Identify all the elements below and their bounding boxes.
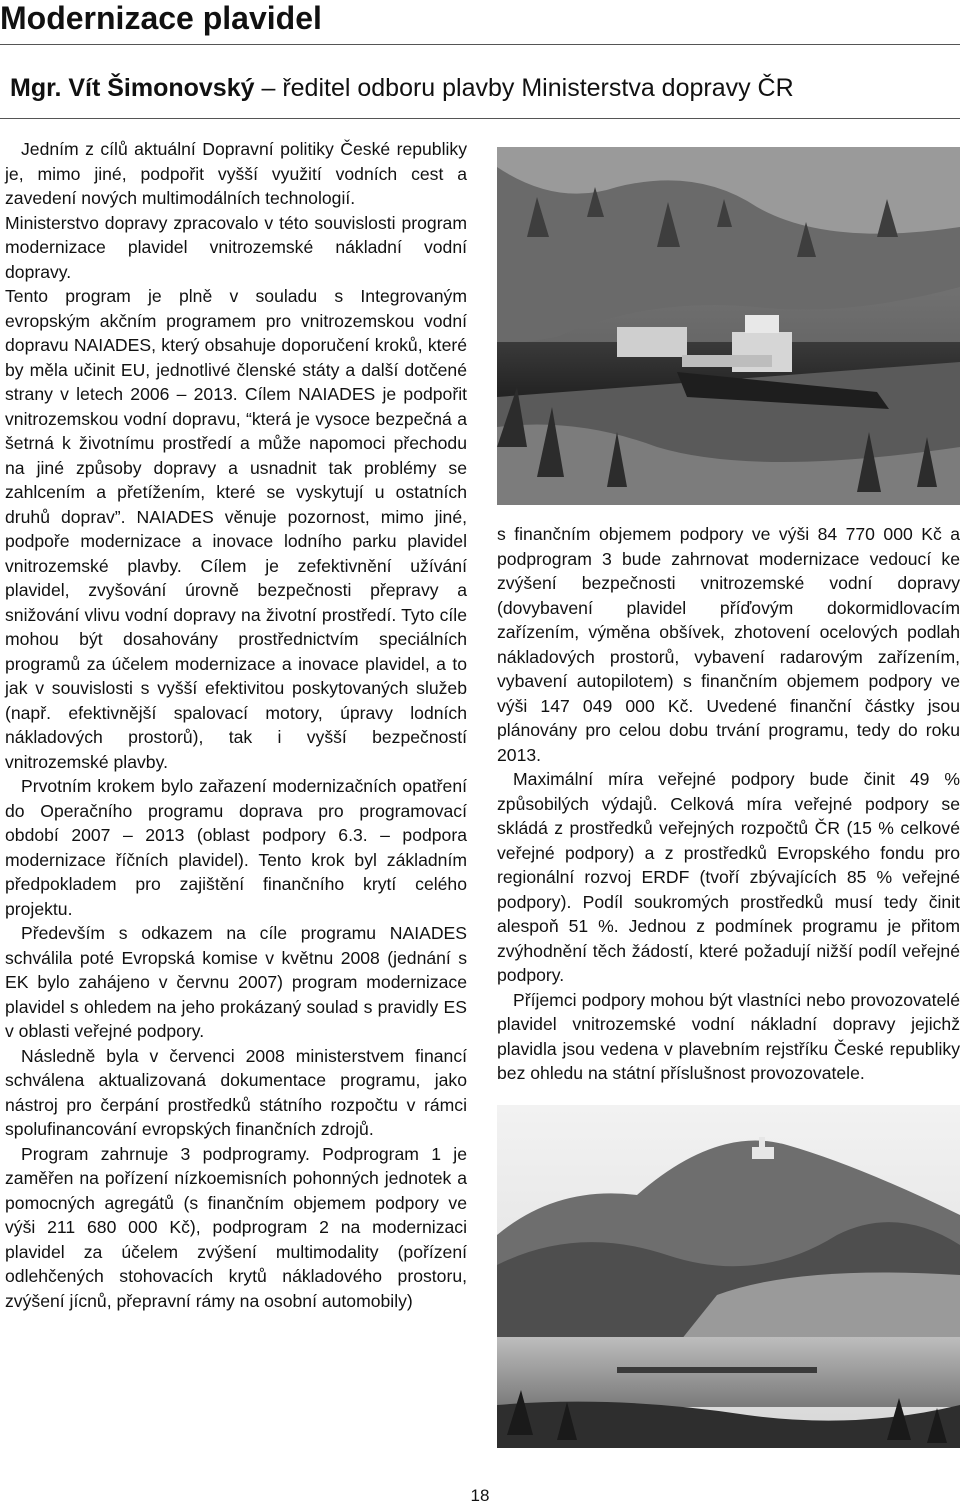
paragraph: Příjemci podpory mohou být vlastníci nebo provozovatelé plavidel vnitrozemské vodní nákladní dopravy jejichž plavidla jsou vedena v plavebním rejstříku České republiky bez ohledu na státní příslušnost provozovatele. [497,989,960,1083]
paragraph: Prvotním krokem bylo zařazení modernizačních opatření do Operačního programu doprava pro programovací období 2007 – 2013 (oblast podpory 6.3. – podpora modernizace říčních plavidel). Tento krok byl základním předpokladem pro zajištění finančního krytí celého projektu. [5,776,467,919]
photo-river-valley [497,1105,960,1448]
page-title: Modernizace plavidel [0,0,322,36]
paragraph: Následně byla v červenci 2008 ministerstvem financí schválena aktualizovaná dokumentace programu, jako nástroj pro čerpání prostředků státního rozpočtu v rámci spolufinancování evropských finančních zdrojů. [5,1045,467,1139]
paragraph: Jedním z cílů aktuální Dopravní politiky České republiky je, mimo jiné, podpořit vyšší využití vodních cest a zavedení nových multimodálních technologií. [5,139,467,208]
paragraph: Tento program je plně v souladu s Integrovaným evropským akčním programem pro vnitrozemskou vodní dopravu NAIADES, který obsahuje doporučení kroků, které by měla učinit EU, jednotlivé členské státy a další dotčené strany v letech 2006 – 2013. Cílem NAIADES je podpořit vnitrozemskou vodní dopravu, “která je vysoce bezpečná a šetrná k životnímu prostředí a může napomoci přechodu na jiné způsoby dopravy a usnadnit tak problémy se zahlcením a přetížením, které se vyskytují u ostatních druhů doprav”. NAIADES věnuje pozornost, mimo jiné, podpoře modernizace a inovace lodního parku plavidel vnitrozemské plavby. Cílem je zefektivnění užívání plavidel, zvyšování úrovně bezpečnosti přepravy a snižování vlivu vodní dopravy na životní prostředí. Tyto cíle mohou být dosahovány prostřednictvím speciálních programů za účelem modernizace a inovace plavidel, a to jak v souvislosti s vyšší efektivitou poskytovaných služeb (např. efektivnější spalovací motory, úpravy lodních nákladových prostorů), tak i vyšší bezpečností vnitrozemské plavby. [5,286,467,772]
paragraph: Ministerstvo dopravy zpracovalo v této souvislosti program modernizace plavidel vnitrozemské nákladní vodní dopravy. [5,212,467,282]
left-column [5,137,467,1313]
photo-boat-river [497,147,960,505]
paragraph: Program zahrnuje 3 podprogramy. Podprogram 1 je zaměřen na pořízení nízkoemisních pohonných jednotek a pomocných agregátů (s finančním objemem podpory ve výši 211 680 000 Kč), podprogram 2 na modernizaci plavidel za účelem zvýšení multimodality (pořízení odlehčených stohovacích krytů nákladového prostoru, zvýšení jícnů, přepravní rámy na osobní automobily) [5,1143,467,1311]
page-number: 18 [470,1486,490,1505]
author-role: – ředitel odboru plavby Ministerstva dopravy ČR [261,74,794,102]
right-column [497,522,960,1086]
paragraph: s finančním objemem podpory ve výši 84 770 000 Kč a podprogram 3 bude zahrnovat modernizace vedoucí ke zvýšení bezpečnosti vnitrozemské vodní dopravy (dovybavení plavidel příďovým dokormidlovacím zařízením, výměna obšívek, zhotovení ocelových podlah nákladových prostorů, vybavení radarovým zařízením, vybavení autopilotem) s finančním objemem podpory ve výši 147 049 000 Kč. Uvedené finanční částky jsou plánovány pro celou dobu trvání programu, tedy do roku 2013. [497,524,960,765]
author-line [10,72,960,104]
paragraph: Především s odkazem na cíle programu NAIADES schválila poté Evropská komise v květnu 2008 (jednání s EK bylo zahájeno v červnu 2007) program modernizace plavidel s ohledem na jeho prokázaný soulad s pravidly ES v oblasti veřejné podpory. [5,923,467,1041]
title-divider [0,44,960,45]
author-divider [0,118,960,119]
paragraph: Maximální míra veřejné podpory bude činit 49 % způsobilých výdajů. Celková míra veřejné podpory se skládá z prostředků veřejných rozpočtů ČR (15 % celkové veřejné podpory) a z prostředků Evropského fondu pro regionální rozvoj ERDF (tvoří zbývajících 85 % veřejné podpory). Podíl soukromých prostředků musí tedy činit alespoň 51 %. Jednou z podmínek programu je přitom zvýhodnění těch žádostí, které požadují nižší podíl veřejné podpory. [497,769,960,985]
author-name: Mgr. Vít Šimonovský [10,74,255,102]
